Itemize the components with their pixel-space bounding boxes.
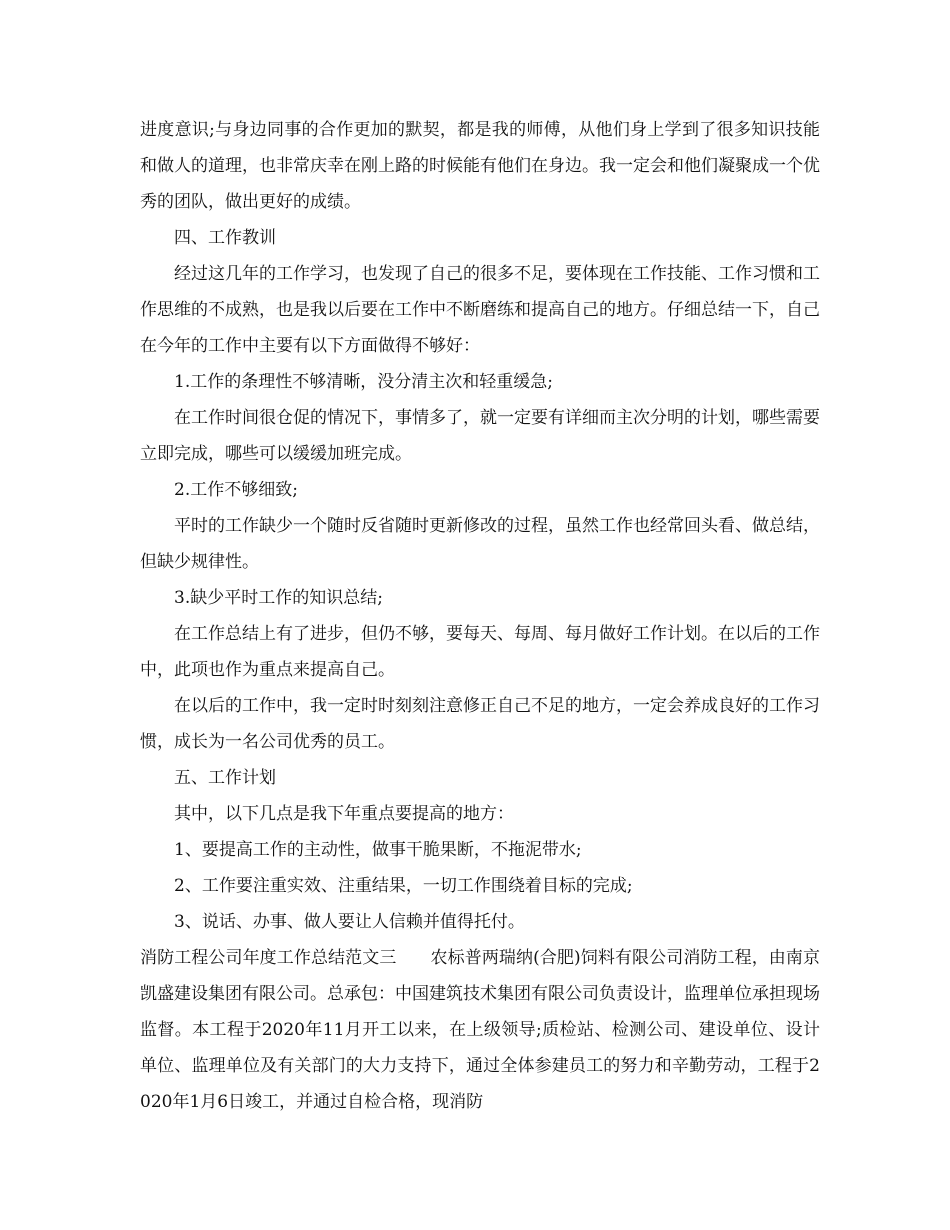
paragraph-planning: 在工作时间很仓促的情况下，事情多了，就一定要有详细而主次分明的计划，哪些需要立即完成，哪些可以缓缓加班完成。 <box>140 408 820 464</box>
document-body <box>140 112 820 1120</box>
paragraph-progress: 在工作总结上有了进步，但仍不够，要每天、每周、每月做好工作计划。在以后的工作中，此项也作为重点来提高自己。 <box>140 624 820 680</box>
item-knowledge-summary: 3.缺少平时工作的知识总结; <box>174 588 383 608</box>
item-detail: 2.工作不够细致; <box>174 480 298 500</box>
paragraph-key-points: 其中，以下几点是我下年重点要提高的地方： <box>174 804 514 824</box>
plan-item-results: 2、工作要注重实效、注重结果，一切工作围绕着目标的完成; <box>174 876 633 896</box>
plan-item-initiative: 1、要提高工作的主动性，做事干脆果断，不拖泥带水; <box>174 840 582 860</box>
paragraph-fire-project <box>140 940 820 1120</box>
section-title-sample-three: 消防工程公司年度工作总结范文三 <box>140 948 397 968</box>
item-organization: 1.工作的条理性不够清晰，没分清主次和轻重缓急; <box>174 372 553 392</box>
heading-work-lessons: 四、工作教训 <box>174 228 276 248</box>
paragraph-shortcomings: 经过这几年的工作学习，也发现了自己的很多不足，要体现在工作技能、工作习惯和工作思维的不成熟，也是我以后要在工作中不断磨练和提高自己的地方。仔细总结一下，自己在今年的工作中主要有以下方面做得不够好： <box>140 264 820 356</box>
heading-work-plan: 五、工作计划 <box>174 768 276 788</box>
plan-item-trust: 3、说话、办事、做人要让人信赖并值得托付。 <box>174 912 525 932</box>
paragraph-habits: 在以后的工作中，我一定时时刻刻注意修正自己不足的地方，一定会养成良好的工作习惯，成长为一名公司优秀的员工。 <box>140 696 820 752</box>
paragraph-cooperation: 进度意识;与身边同事的合作更加的默契，都是我的师傅，从他们身上学到了很多知识技能和做人的道理，也非常庆幸在刚上路的时候能有他们在身边。我一定会和他们凝聚成一个优秀的团队，做出更好的成绩。 <box>140 120 820 212</box>
fire-project-text: 农标普两瑞纳(合肥)饲料有限公司消防工程，由南京凯盛建设集团有限公司。总承包：中国建筑技术集团有限公司负责设计，监理单位承担现场监督。本工程于2020年11月开工以来，在上级领导;质检站、检测公司、建设单位、设计单位、监理单位及有关部门的大力支持下，通过全体参建员工的努力和辛勤劳动，工程于2020年1月6日竣工，并通过自检合格，现消防 <box>140 948 820 1112</box>
paragraph-reflection: 平时的工作缺少一个随时反省随时更新修改的过程，虽然工作也经常回头看、做总结，但缺少规律性。 <box>140 516 820 572</box>
